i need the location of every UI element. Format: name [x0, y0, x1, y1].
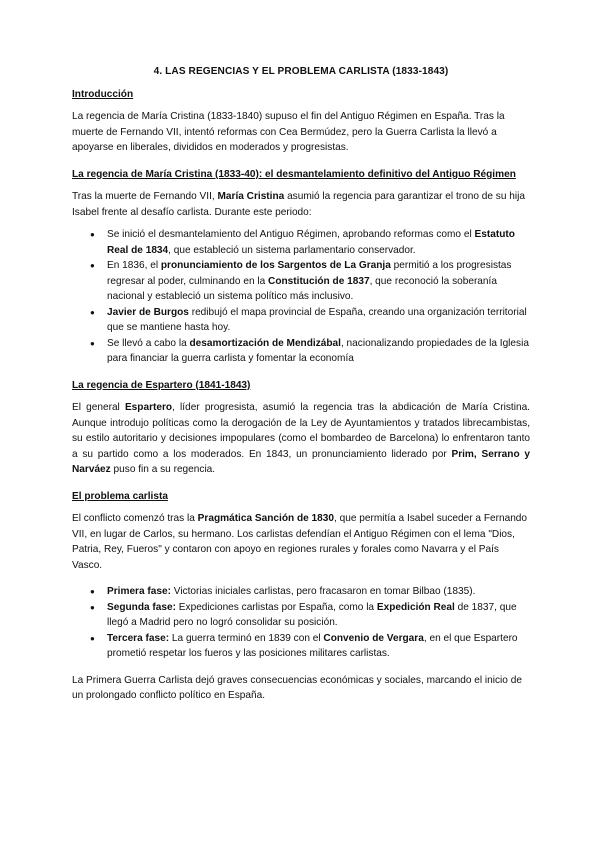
heading-maria-cristina: La regencia de María Cristina (1833-40): el desmantelamiento definitivo del Antiguo Régimen	[72, 168, 516, 180]
espartero-paragraph: El general Espartero, líder progresista, asumió la regencia tras la abdicación de María Cristina. Aunque introdujo políticas como la derogación de la Ley de Ayuntamientos y tratados librecambistas, su estilo autoritario y decisiones impopulares (como el bombardeo de Barcelona) lo enfrentaron tanto a su partido como a los moderados. En 1843, un pronunciamiento liderado por Prim, Serrano y Narváez puso fin a su regencia.	[72, 402, 530, 475]
maria-cristina-paragraph: Tras la muerte de Fernando VII, María Cristina asumió la regencia para garantizar el trono de su hija Isabel frente al desafío carlista. Durante este periodo:	[72, 191, 525, 218]
heading-problema-carlista: El problema carlista	[72, 490, 168, 502]
page-title: 4. LAS REGENCIAS Y EL PROBLEMA CARLISTA (1833-1843)	[153, 66, 449, 77]
heading-introduccion: Introducción	[72, 88, 134, 100]
maria-cristina-list	[72, 227, 530, 367]
list-item: ● Primera fase: Victorias iniciales carlistas, pero fracasaron en tomar Bilbao (1835).	[72, 584, 530, 600]
list-item: ● Segunda fase: Expediciones carlistas por España, como la Expedición Real de 1837, que llegó a Madrid pero no logró consolidar su posición.	[72, 600, 530, 631]
list-item: ● Tercera fase: La guerra terminó en 1839 con el Convenio de Vergara, en el que Espartero prometió respetar los fueros y las posiciones militares carlistas.	[72, 631, 530, 662]
carlismo-phases-list	[72, 584, 530, 662]
intro-paragraph: La regencia de María Cristina (1833-1840) supuso el fin del Antiguo Régimen en España. Tras la muerte de Fernando VII, intentó reformas con Cea Bermúdez, pero la Guerra Carlista la llevó a apoyarse en liberales, divididos en moderados y progresistas.	[72, 111, 505, 153]
document-page	[72, 64, 530, 704]
list-item: ● Javier de Burgos redibujó el mapa provincial de España, creando una organización territorial que se mantiene hasta hoy.	[72, 305, 530, 336]
list-item: ● Se llevó a cabo la desamortización de Mendizábal, nacionalizando propiedades de la Iglesia para financiar la guerra carlista y fomentar la economía	[72, 336, 530, 367]
heading-espartero: La regencia de Espartero (1841-1843)	[72, 379, 251, 391]
list-item: ● En 1836, el pronunciamiento de los Sargentos de La Granja permitió a los progresistas regresar al poder, culminando en la Constitución de 1837, que reconoció la soberanía nacional y estableció un sistema político más inclusivo.	[72, 258, 530, 305]
carlismo-paragraph: El conflicto comenzó tras la Pragmática Sanción de 1830, que permitía a Isabel suceder a Fernando VII, en lugar de Carlos, su hermano. Los carlistas defendían el Antiguo Régimen con el lema "Dios, Patria, Rey, Fueros" y contaron con apoyo en regiones rurales y forales como Navarra y el País Vasco.	[72, 513, 528, 571]
list-item: ● Se inició el desmantelamiento del Antiguo Régimen, aprobando reformas como el Estatuto Real de 1834, que estableció un sistema parlamentario conservador.	[72, 227, 530, 258]
closing-paragraph: La Primera Guerra Carlista dejó graves consecuencias económicas y sociales, marcando el inicio de un prolongado conflicto político en España.	[72, 674, 522, 701]
